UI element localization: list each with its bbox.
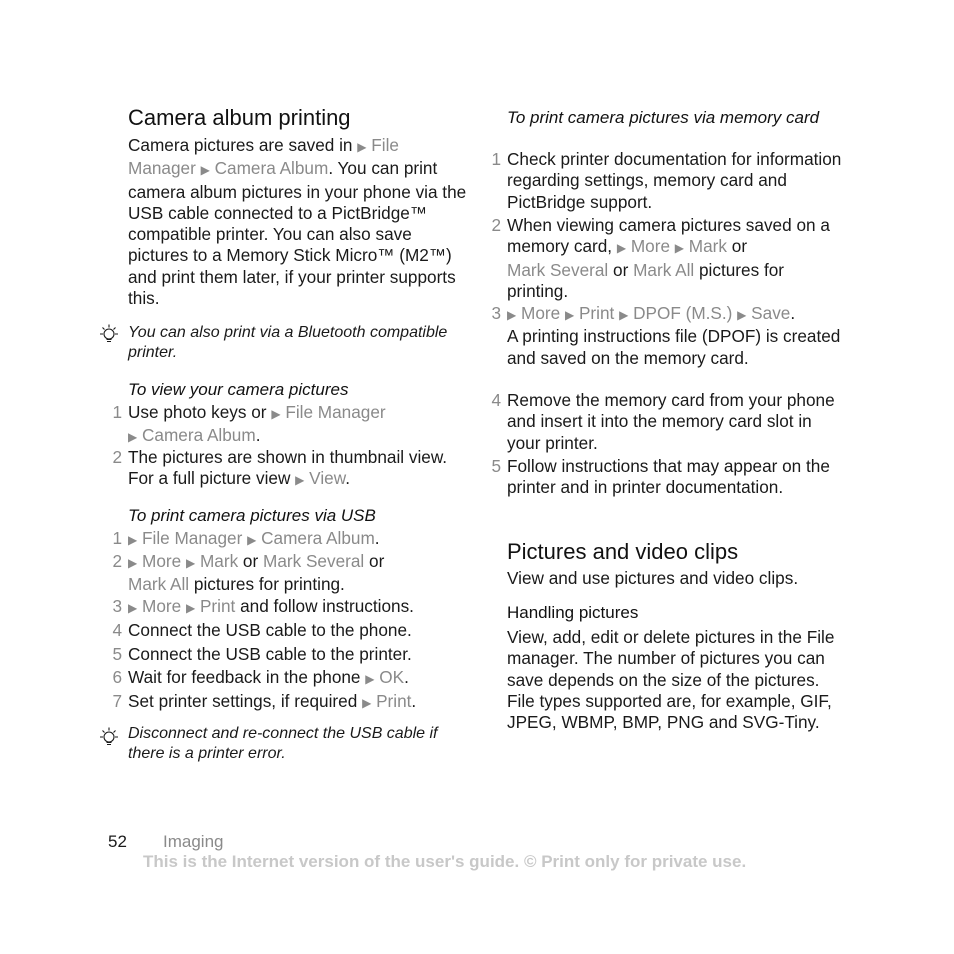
- body-text: pictures for printing.: [189, 574, 345, 595]
- body-text: Connect the USB cable to the printer.: [128, 644, 412, 664]
- step-item: [491, 303, 842, 369]
- body-text: or: [608, 259, 634, 280]
- menu-path-text: Mark All: [633, 259, 695, 280]
- step-number: 5: [491, 456, 501, 476]
- step-number: 1: [112, 528, 122, 548]
- body-text: Wait for feedback in the phone: [128, 667, 366, 687]
- step-item: [112, 620, 473, 641]
- step-item: [112, 447, 448, 492]
- step-item: [112, 596, 473, 619]
- step-item: [491, 149, 842, 213]
- menu-path-text: DPOF (M.S.): [628, 303, 738, 323]
- usb-print-heading: To print camera pictures via USB: [128, 506, 376, 525]
- body-text: pictures for printing.: [507, 259, 785, 301]
- body-text: .: [255, 425, 261, 446]
- lightbulb-tip-icon: [96, 322, 122, 348]
- body-text: .: [790, 303, 796, 323]
- body-text: Use photo keys or: [128, 402, 272, 422]
- memory-card-print-heading: To print camera pictures via memory card: [507, 108, 820, 127]
- footer-notice: This is the Internet version of the user's guide. © Print only for private use.: [143, 852, 747, 871]
- view-pictures-heading: To view your camera pictures: [128, 380, 349, 399]
- menu-path-text: Mark: [684, 236, 727, 257]
- section-name: Imaging: [163, 832, 224, 851]
- step-item: [491, 390, 842, 454]
- menu-arrow-icon: ▶: [247, 533, 257, 547]
- body-text: Check printer documentation for information regarding settings, memory card and PictBridge support.: [507, 149, 842, 212]
- menu-arrow-icon: ▶: [128, 601, 138, 615]
- menu-arrow-icon: ▶: [128, 533, 138, 547]
- step-item: [112, 551, 473, 596]
- menu-path-text: View: [304, 468, 346, 489]
- menu-path-text: More: [137, 551, 186, 571]
- menu-path-text: Camera Album: [137, 425, 256, 446]
- menu-arrow-icon: ▶: [295, 473, 305, 488]
- section-title-camera-album-printing: Camera album printing: [128, 105, 351, 130]
- step-number: 3: [112, 596, 122, 616]
- menu-arrow-icon: ▶: [185, 556, 196, 570]
- body-text: Set printer settings, if required: [128, 691, 363, 711]
- body-text: .: [345, 468, 350, 489]
- body-text: Camera pictures are saved in: [128, 135, 358, 155]
- step-number: 5: [112, 644, 122, 664]
- menu-arrow-icon: ▶: [357, 140, 367, 154]
- step-number: 1: [491, 149, 501, 169]
- tip-reconnect-note: Disconnect and re-connect the USB cable if there is a printer error.: [128, 725, 438, 762]
- step-item: [112, 644, 473, 665]
- menu-arrow-icon: ▶: [507, 308, 517, 322]
- body-text: .: [374, 528, 380, 548]
- menu-arrow-icon: ▶: [128, 430, 138, 445]
- menu-arrow-icon: ▶: [200, 163, 210, 178]
- menu-path-text: File Manager: [128, 135, 399, 179]
- menu-path-text: Print: [574, 303, 620, 323]
- step-item: [112, 528, 473, 551]
- body-text: . You can print camera album pictures in your phone via the USB cable connected to a PictBridge™ compatible printer. You can also save pictures to a Memory Stick Micro™ (M2™) and print them later, if your printer supports this.: [128, 158, 467, 309]
- menu-arrow-icon: ▶: [128, 556, 138, 570]
- handling-pictures-heading: Handling pictures: [507, 603, 639, 622]
- handling-pictures-text: View, add, edit or delete pictures in the File manager. The number of pictures you can save depends on the size of the pictures. File types supported are, for example, GIF, JPEG, WBMP, BMP, PNG and SVG-Tiny.: [507, 627, 835, 733]
- body-text: Follow instructions that may appear on the printer and in printer documentation.: [507, 456, 830, 498]
- menu-arrow-icon: ▶: [616, 241, 627, 256]
- body-text: or: [238, 551, 263, 571]
- menu-path-text: Camera Album: [256, 528, 375, 548]
- step-number: 7: [112, 691, 122, 711]
- step-number: 6: [112, 667, 122, 687]
- menu-path-text: OK: [374, 667, 405, 687]
- menu-path-text: More: [137, 596, 186, 616]
- section-title-pictures-video: Pictures and video clips: [507, 539, 739, 564]
- menu-path-text: File Manager: [137, 528, 248, 548]
- menu-arrow-icon: ▶: [674, 241, 685, 256]
- body-text: or: [364, 551, 385, 571]
- body-text: Remove the memory card from your phone and insert it into the memory card slot in your printer.: [507, 390, 835, 453]
- menu-arrow-icon: ▶: [737, 308, 747, 322]
- step-item: [112, 691, 473, 714]
- body-text: or: [727, 236, 748, 257]
- intro-paragraph: [128, 135, 468, 309]
- lightbulb-tip-icon: [96, 725, 122, 751]
- step-item: [112, 667, 473, 690]
- menu-path-text: Mark Several: [507, 259, 609, 280]
- menu-path-text: Camera Album: [209, 158, 329, 179]
- menu-path-text: Mark Several: [263, 551, 365, 571]
- step-number: 3: [491, 303, 501, 323]
- menu-arrow-icon: ▶: [271, 407, 281, 421]
- step-number: 4: [112, 620, 122, 640]
- menu-path-text: More: [626, 236, 675, 257]
- body-text: and follow instructions.: [235, 596, 414, 616]
- step-number: 2: [491, 215, 501, 235]
- menu-path-text: Save: [746, 303, 791, 323]
- step-item: [112, 402, 448, 449]
- step-item: [491, 456, 842, 499]
- menu-arrow-icon: ▶: [564, 308, 575, 322]
- pictures-intro: View and use pictures and video clips.: [507, 568, 799, 588]
- menu-path-text: Print: [371, 691, 412, 711]
- menu-path-text: Mark: [195, 551, 239, 571]
- body-text: The pictures are shown in thumbnail view. For a full picture view: [128, 447, 448, 489]
- body-text: Connect the USB cable to the phone.: [128, 620, 412, 640]
- step-number: 4: [491, 390, 501, 410]
- menu-arrow-icon: ▶: [362, 696, 372, 710]
- body-text: .: [411, 691, 417, 711]
- step-number: 1: [112, 402, 122, 422]
- body-text: .: [404, 667, 409, 687]
- body-text: When viewing camera pictures saved on a memory card,: [507, 215, 830, 257]
- menu-path-text: File Manager: [280, 402, 386, 422]
- menu-path-text: Print: [195, 596, 236, 616]
- tip-bluetooth-note: You can also print via a Bluetooth compatible printer.: [128, 324, 448, 361]
- menu-path-text: Mark All: [128, 574, 190, 595]
- menu-path-text: More: [516, 303, 565, 323]
- step-number: 2: [112, 551, 122, 571]
- menu-arrow-icon: ▶: [365, 672, 375, 686]
- body-text: A printing instructions file (DPOF) is created and saved on the memory card.: [507, 326, 841, 368]
- step-number: 2: [112, 447, 122, 467]
- page-number: 52: [108, 832, 127, 851]
- step-item: [491, 215, 842, 302]
- menu-arrow-icon: ▶: [619, 308, 629, 322]
- menu-arrow-icon: ▶: [185, 601, 196, 615]
